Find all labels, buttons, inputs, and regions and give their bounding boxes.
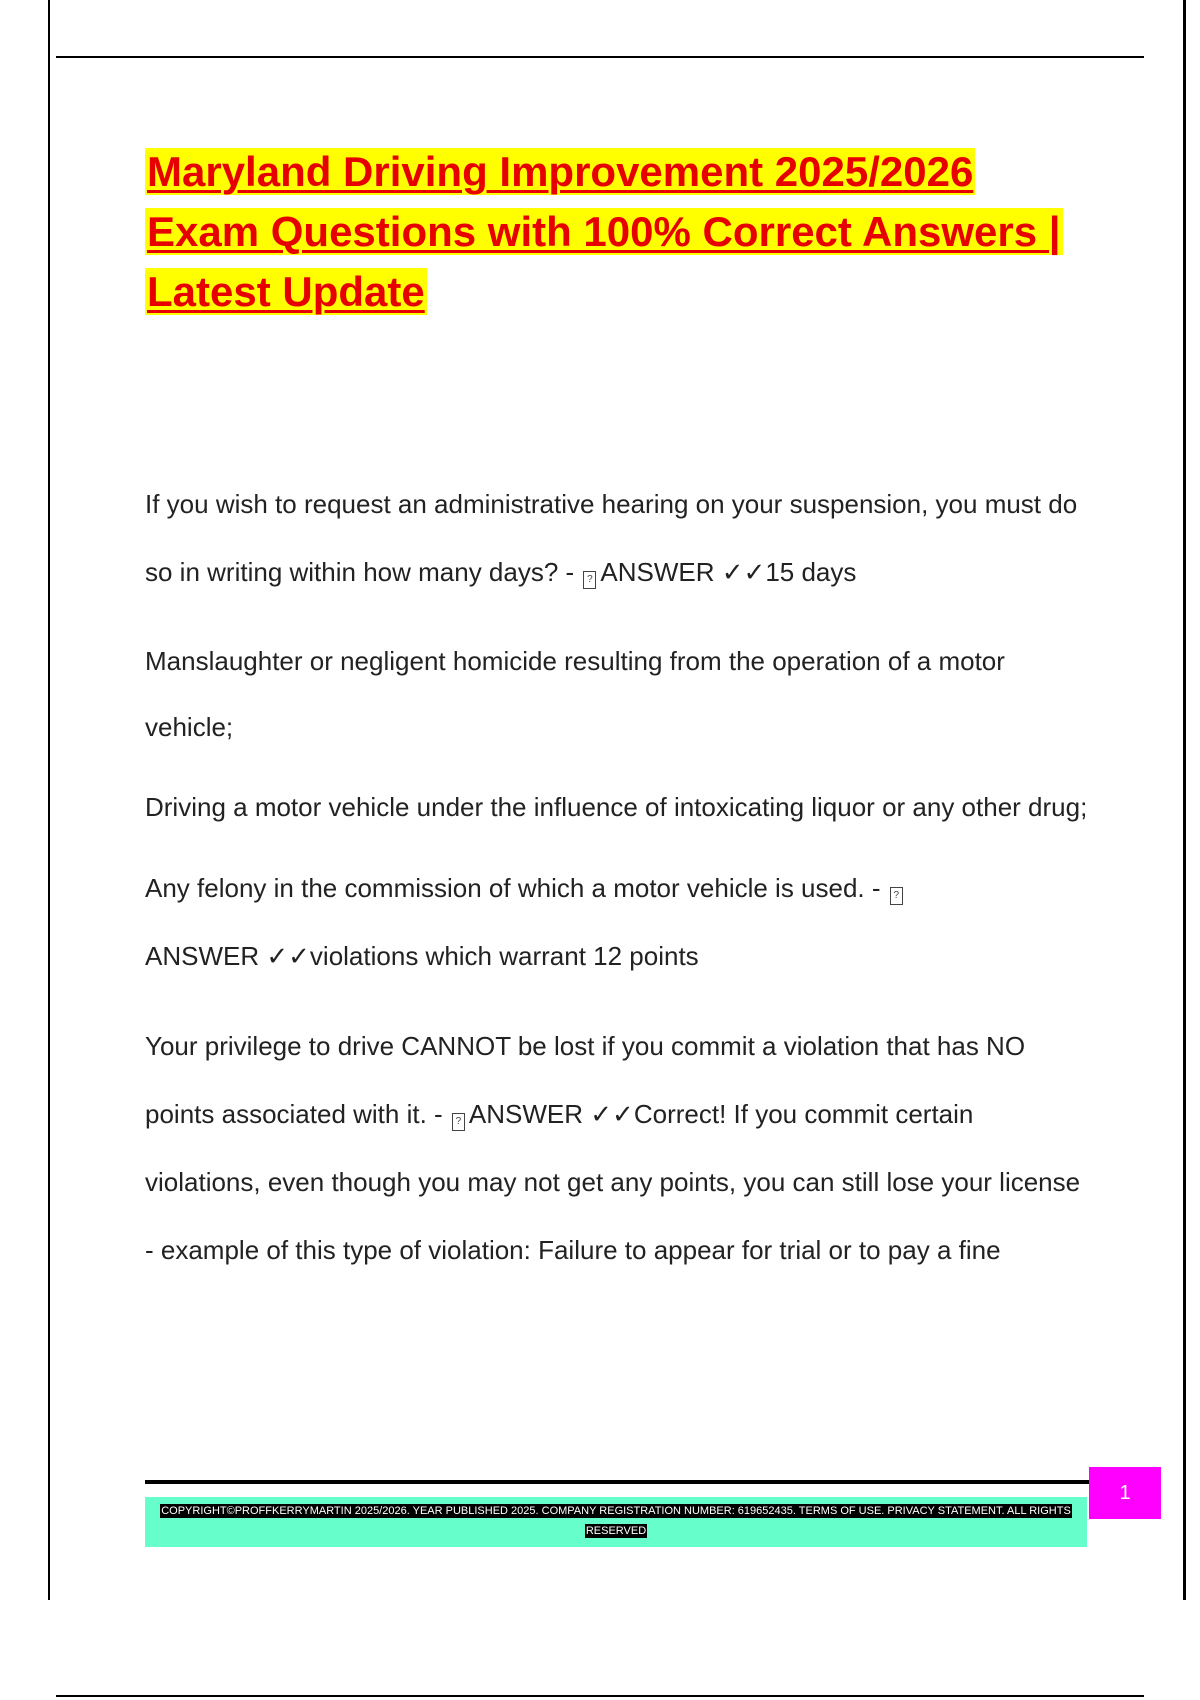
document-title [145,142,1085,322]
document-body [145,470,1095,1306]
page-number-badge: 1 [1089,1467,1161,1519]
footer-copyright-text: COPYRIGHT©PROFFKERRYMARTIN 2025/2026. YEAR PUBLISHED 2025. COMPANY REGISTRATION NUMBER: 619652435. TERMS OF USE. PRIVACY STATEMENT. ALL RIGHTS RESERVED [161,1505,1071,1537]
page-border-right [1183,0,1186,1600]
footer-rule [145,1480,1090,1484]
answer-text: violations which warrant 12 points [309,941,699,971]
missing-glyph-box-icon: ? [890,887,903,905]
paragraph-item: Driving a motor vehicle under the influence of intoxicating liquor or any other drug; [145,792,1088,822]
page-border-left [48,0,50,1600]
answer-marker: ANSWER ✓✓ [468,1099,634,1129]
qa-item-3 [145,1012,1095,1284]
footer-copyright-band [145,1497,1087,1547]
missing-glyph-box-icon: ? [583,571,596,589]
answer-text: 15 days [765,557,857,587]
question-text: Your privilege to drive CANNOT be lost if you commit a violation that has NO points associated with it. - [145,1031,1026,1129]
answer-marker: ANSWER ✓✓ [600,557,766,587]
answer-text: Correct! If you commit certain violations, even though you may not get any points, you can still lose your license - example of this type of violation: Failure to appear for trial or to pay a fine [145,1099,1081,1265]
page-bottom-rule [56,1695,1144,1697]
missing-glyph-box-icon: ? [452,1113,465,1131]
answer-marker: ANSWER ✓✓ [145,941,310,971]
question-text: If you wish to request an administrative hearing on your suspension, you must do so in writing within how many days? - [145,489,1078,587]
paragraph-item: Manslaughter or negligent homicide resulting from the operation of a motor vehicle; [145,646,1005,742]
document-title-text: Maryland Driving Improvement 2025/2026 Exam Questions with 100% Correct Answers | Latest Update [147,148,1061,315]
question-text: Any felony in the commission of which a motor vehicle is used. - [145,873,888,903]
header-rule [56,56,1144,58]
qa-item-2 [145,854,1095,990]
qa-item-1 [145,470,1095,606]
